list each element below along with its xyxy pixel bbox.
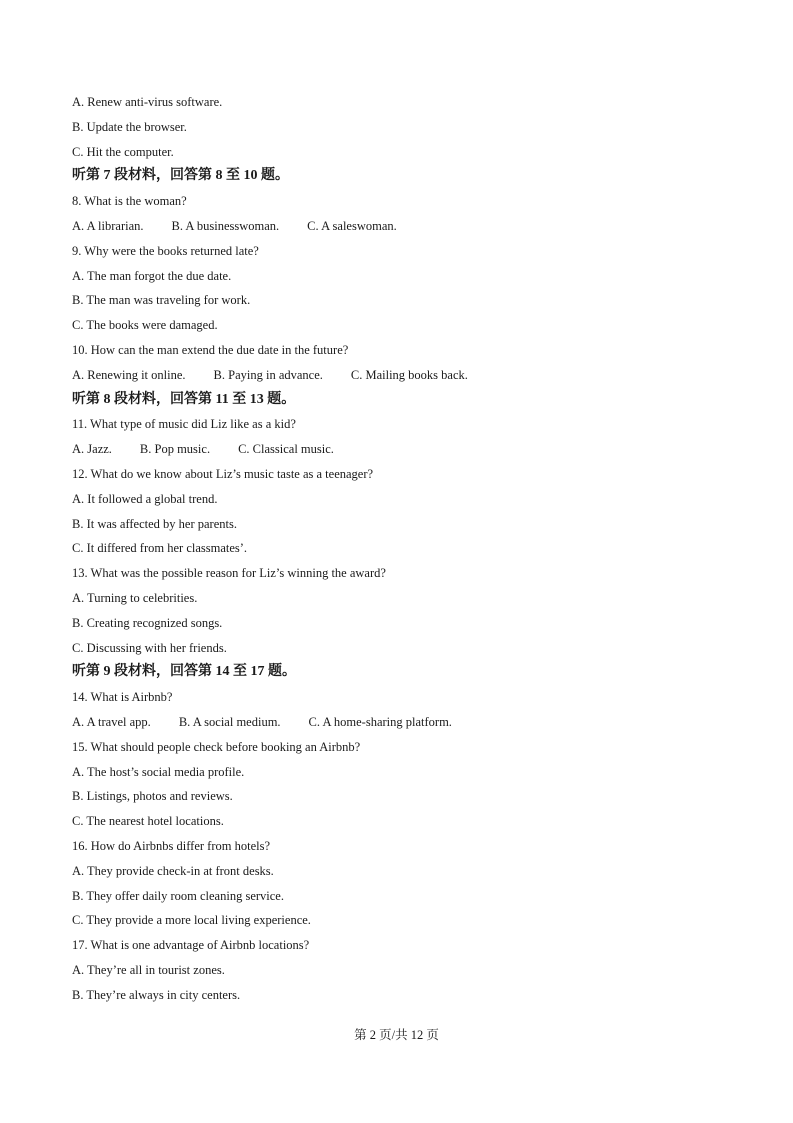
text-line: 8. What is the woman?	[72, 194, 187, 209]
section-heading: 听第 9 段材料，回答第 14 至 17 题。	[72, 664, 296, 680]
text-line: A. They provide check-in at front desks.	[72, 863, 274, 878]
text-line: 14. What is Airbnb?	[72, 690, 173, 705]
options-row	[72, 710, 732, 735]
options-row	[72, 214, 732, 239]
text-line: A. They’re all in tourist zones.	[72, 962, 225, 977]
options-row	[72, 437, 732, 462]
page-content	[72, 90, 732, 1007]
answer-option: B. A social medium.	[178, 714, 281, 729]
text-line: A. The host’s social media profile.	[72, 764, 245, 779]
answer-option: B. Pop music.	[139, 442, 211, 457]
text-line: 9. Why were the books returned late?	[72, 243, 259, 258]
page-footer	[0, 1023, 793, 1047]
section-heading: 听第 7 段材料，回答第 8 至 10 题。	[72, 168, 289, 184]
text-line: B. The man was traveling for work.	[72, 293, 251, 308]
text-line: 15. What should people check before booking an Airbnb?	[72, 739, 361, 754]
text-line: B. They offer daily room cleaning service.	[72, 888, 284, 903]
text-line: C. They provide a more local living experience.	[72, 913, 311, 928]
answer-option: C. A home-sharing platform.	[308, 714, 452, 729]
answer-option: C. Classical music.	[238, 442, 334, 457]
text-line: B. Creating recognized songs.	[72, 615, 223, 630]
text-line: 12. What do we know about Liz’s music taste as a teenager?	[72, 466, 374, 481]
text-line: 13. What was the possible reason for Liz’s winning the award?	[72, 566, 386, 581]
text-line: 11. What type of music did Liz like as a kid?	[72, 417, 296, 432]
text-line: C. It differed from her classmates’.	[72, 541, 248, 556]
text-line: B. Update the browser.	[72, 119, 187, 134]
text-line: 16. How do Airbnbs differ from hotels?	[72, 838, 271, 853]
text-line: B. They’re always in city centers.	[72, 987, 241, 1002]
answer-option: A. Renewing it online.	[72, 367, 186, 382]
text-line: B. Listings, photos and reviews.	[72, 789, 233, 804]
text-line: C. Discussing with her friends.	[72, 640, 227, 655]
answer-option: C. A saleswoman.	[307, 218, 397, 233]
page-number: 第 2 页/共 12 页	[354, 1028, 439, 1042]
section-heading: 听第 8 段材料，回答第 11 至 13 题。	[72, 391, 296, 407]
text-line: C. The books were damaged.	[72, 318, 218, 333]
text-line: A. The man forgot the due date.	[72, 268, 232, 283]
text-line: A. Renew anti-virus software.	[72, 95, 223, 109]
text-line: C. Hit the computer.	[72, 144, 174, 159]
answer-option: B. Paying in advance.	[213, 367, 323, 382]
text-line: A. Turning to celebrities.	[72, 590, 198, 605]
answer-option: A. Jazz.	[72, 442, 112, 457]
options-row	[72, 363, 732, 388]
text-line: 10. How can the man extend the due date in the future?	[72, 342, 349, 357]
text-line: A. It followed a global trend.	[72, 491, 218, 506]
answer-option: C. Mailing books back.	[350, 367, 468, 382]
answer-option: B. A businesswoman.	[171, 218, 280, 233]
text-line: C. The nearest hotel locations.	[72, 814, 224, 829]
text-line: 17. What is one advantage of Airbnb locations?	[72, 938, 310, 953]
answer-option: A. A travel app.	[72, 714, 151, 729]
text-line: B. It was affected by her parents.	[72, 516, 237, 531]
answer-option: A. A librarian.	[72, 218, 144, 233]
